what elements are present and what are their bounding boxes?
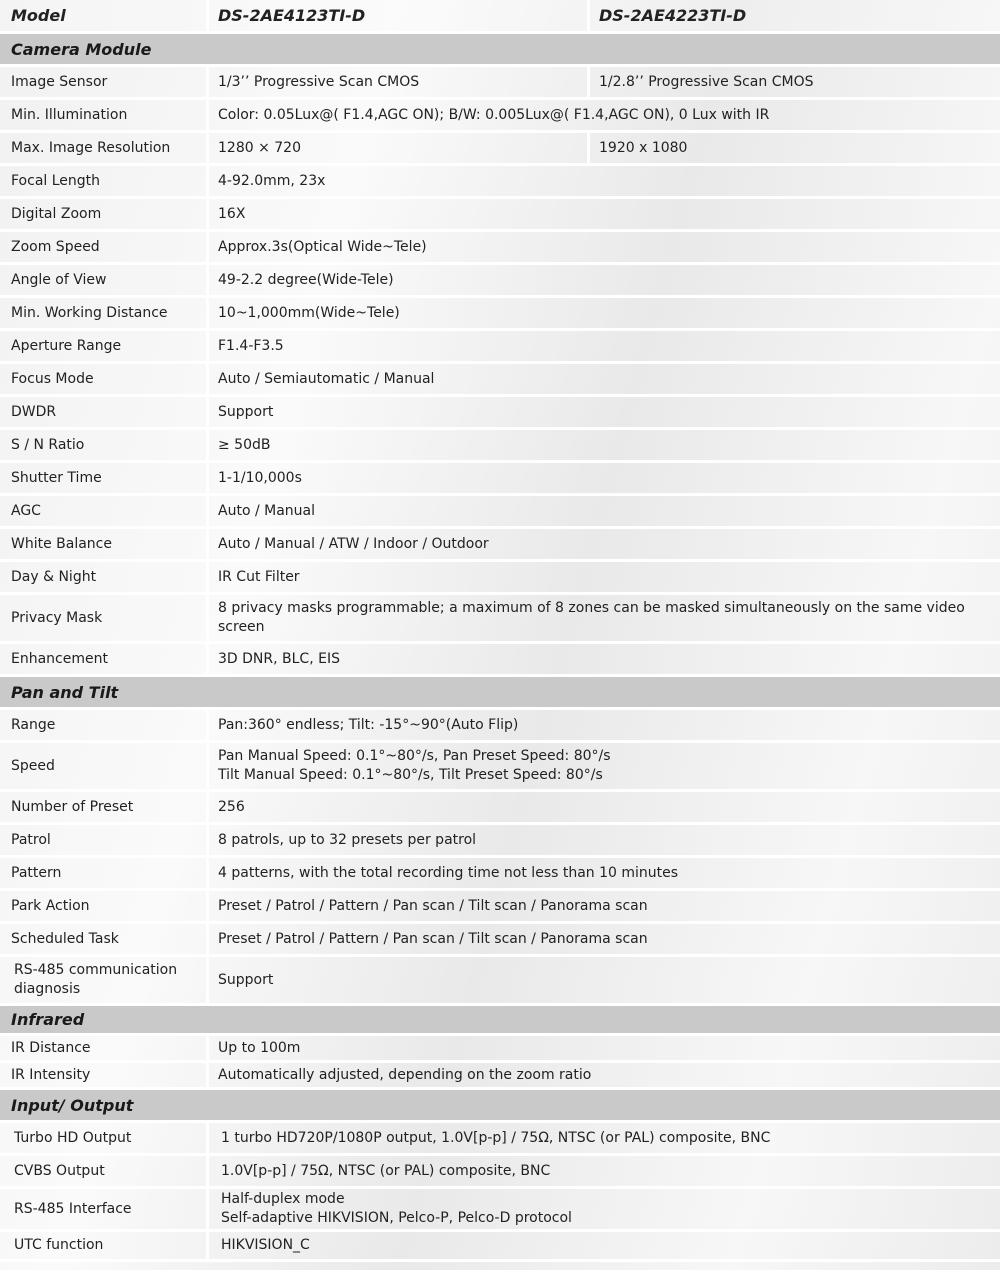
row-label: UTC function bbox=[0, 1232, 209, 1262]
row-label: Min. Illumination bbox=[0, 100, 209, 133]
row-label: Scheduled Task bbox=[0, 924, 209, 957]
row-label: Shutter Time bbox=[0, 463, 209, 496]
row-value-a: 1/3’’ Progressive Scan CMOS bbox=[209, 67, 590, 100]
row-label: Max. Image Resolution bbox=[0, 133, 209, 166]
row-label: Number of Preset bbox=[0, 792, 209, 825]
table-row bbox=[0, 166, 1000, 199]
row-value: Auto / Semiautomatic / Manual bbox=[209, 364, 1000, 397]
row-label: Speed bbox=[0, 743, 209, 792]
row-label: Image Sensor bbox=[0, 67, 209, 100]
row-label: Digital Zoom bbox=[0, 199, 209, 232]
row-label: Privacy Mask bbox=[0, 595, 209, 644]
row-label: CVBS Output bbox=[0, 1156, 209, 1189]
row-label: IR Intensity bbox=[0, 1063, 209, 1090]
row-value-b: 1/2.8’’ Progressive Scan CMOS bbox=[590, 67, 1000, 100]
row-value: 16X bbox=[209, 199, 1000, 232]
row-value: 8 privacy masks programmable; a maximum of 8 zones can be masked simultaneously on the same video screen bbox=[209, 595, 1000, 644]
table-row bbox=[0, 100, 1000, 133]
row-value: IR Cut Filter bbox=[209, 562, 1000, 595]
row-value-b: 1920 x 1080 bbox=[590, 133, 1000, 166]
table-row bbox=[0, 858, 1000, 891]
row-value: F1.4-F3.5 bbox=[209, 331, 1000, 364]
table-row bbox=[0, 644, 1000, 677]
table-row bbox=[0, 1232, 1000, 1262]
row-value: Preset / Patrol / Pattern / Pan scan / Tilt scan / Panorama scan bbox=[209, 891, 1000, 924]
rs485-diag-label-line1: RS-485 communication bbox=[14, 962, 178, 978]
table-row bbox=[0, 331, 1000, 364]
row-label: Enhancement bbox=[0, 644, 209, 677]
row-value: Support bbox=[209, 957, 1000, 1006]
table-row bbox=[0, 957, 1000, 1006]
row-label: Range bbox=[0, 710, 209, 743]
row-label: DWDR bbox=[0, 397, 209, 430]
table-row bbox=[0, 825, 1000, 858]
row-label: Turbo HD Output bbox=[0, 1123, 209, 1156]
row-label: Focal Length bbox=[0, 166, 209, 199]
row-label: AGC bbox=[0, 496, 209, 529]
row-value: 3D DNR, BLC, EIS bbox=[209, 644, 1000, 677]
table-row bbox=[0, 710, 1000, 743]
table-row bbox=[0, 1036, 1000, 1063]
table-row bbox=[0, 562, 1000, 595]
table-row bbox=[0, 133, 1000, 166]
header-row bbox=[0, 0, 1000, 34]
row-value: 4 patterns, with the total recording time not less than 10 minutes bbox=[209, 858, 1000, 891]
row-value: 8 patrols, up to 32 presets per patrol bbox=[209, 825, 1000, 858]
row-label: Zoom Speed bbox=[0, 232, 209, 265]
row-value: 256 bbox=[209, 792, 1000, 825]
row-label bbox=[0, 957, 209, 1006]
row-label: Day & Night bbox=[0, 562, 209, 595]
section-infrared: Infrared bbox=[0, 1006, 1000, 1036]
row-label: Park Action bbox=[0, 891, 209, 924]
row-label: White Balance bbox=[0, 529, 209, 562]
row-value: Preset / Patrol / Pattern / Pan scan / Tilt scan / Panorama scan bbox=[209, 924, 1000, 957]
row-value: 1 turbo HD720P/1080P output, 1.0V[p-p] / 75Ω, NTSC (or PAL) composite, BNC bbox=[209, 1123, 1000, 1156]
row-label: Focus Mode bbox=[0, 364, 209, 397]
table-row bbox=[0, 298, 1000, 331]
row-value: Pan:360° endless; Tilt: -15°~90°(Auto Flip) bbox=[209, 710, 1000, 743]
table-row bbox=[0, 792, 1000, 825]
row-value: HIKVISION_C bbox=[209, 1232, 1000, 1262]
section-input-output: Input/ Output bbox=[0, 1090, 1000, 1123]
table-row bbox=[0, 364, 1000, 397]
row-value: 1-1/10,000s bbox=[209, 463, 1000, 496]
table-row bbox=[0, 67, 1000, 100]
row-label: Aperture Range bbox=[0, 331, 209, 364]
speed-line-tilt: Tilt Manual Speed: 0.1°~80°/s, Tilt Preset Speed: 80°/s bbox=[218, 767, 603, 783]
table-row bbox=[0, 1189, 1000, 1232]
row-value: 49-2.2 degree(Wide-Tele) bbox=[209, 265, 1000, 298]
row-label: RS-485 Interface bbox=[0, 1189, 209, 1232]
table-row bbox=[0, 496, 1000, 529]
table-row bbox=[0, 529, 1000, 562]
table-row bbox=[0, 463, 1000, 496]
model-label: Model bbox=[0, 0, 209, 34]
row-value: Automatically adjusted, depending on the zoom ratio bbox=[209, 1063, 1000, 1090]
row-label: Angle of View bbox=[0, 265, 209, 298]
table-row bbox=[0, 743, 1000, 792]
table-row bbox=[0, 232, 1000, 265]
row-label: IR Distance bbox=[0, 1036, 209, 1063]
table-row bbox=[0, 924, 1000, 957]
row-value: 4-92.0mm, 23x bbox=[209, 166, 1000, 199]
row-value: ≥ 50dB bbox=[209, 430, 1000, 463]
table-row bbox=[0, 430, 1000, 463]
row-value: 10~1,000mm(Wide~Tele) bbox=[209, 298, 1000, 331]
model-b: DS-2AE4223TI-D bbox=[590, 0, 1000, 34]
row-value: Color: 0.05Lux@( F1.4,AGC ON); B/W: 0.005Lux@( F1.4,AGC ON), 0 Lux with IR bbox=[209, 100, 1000, 133]
table-row bbox=[0, 199, 1000, 232]
table-row bbox=[0, 1063, 1000, 1090]
row-label: Min. Working Distance bbox=[0, 298, 209, 331]
section-pan-and-tilt: Pan and Tilt bbox=[0, 677, 1000, 710]
table-row bbox=[0, 595, 1000, 644]
row-value: Up to 100m bbox=[209, 1036, 1000, 1063]
row-value: Support bbox=[209, 397, 1000, 430]
row-value-a: 1280 × 720 bbox=[209, 133, 590, 166]
rs485-interface-line1: Half-duplex mode bbox=[221, 1191, 345, 1207]
row-label: Pattern bbox=[0, 858, 209, 891]
table-row bbox=[0, 1123, 1000, 1156]
table-row bbox=[0, 1156, 1000, 1189]
rs485-diag-label-line2: diagnosis bbox=[14, 981, 81, 997]
model-a: DS-2AE4123TI-D bbox=[209, 0, 590, 34]
speed-line-pan: Pan Manual Speed: 0.1°~80°/s, Pan Preset Speed: 80°/s bbox=[218, 748, 611, 764]
row-value: Approx.3s(Optical Wide~Tele) bbox=[209, 232, 1000, 265]
row-value: Auto / Manual bbox=[209, 496, 1000, 529]
row-label: Patrol bbox=[0, 825, 209, 858]
table-row bbox=[0, 397, 1000, 430]
row-value bbox=[209, 1189, 1000, 1232]
row-value: 1.0V[p-p] / 75Ω, NTSC (or PAL) composite, BNC bbox=[209, 1156, 1000, 1189]
rs485-interface-line2: Self-adaptive HIKVISION, Pelco-P, Pelco-D protocol bbox=[221, 1210, 572, 1226]
row-value: Auto / Manual / ATW / Indoor / Outdoor bbox=[209, 529, 1000, 562]
table-row bbox=[0, 265, 1000, 298]
table-row bbox=[0, 891, 1000, 924]
section-camera-module: Camera Module bbox=[0, 34, 1000, 67]
row-label: S / N Ratio bbox=[0, 430, 209, 463]
row-value bbox=[209, 743, 1000, 792]
